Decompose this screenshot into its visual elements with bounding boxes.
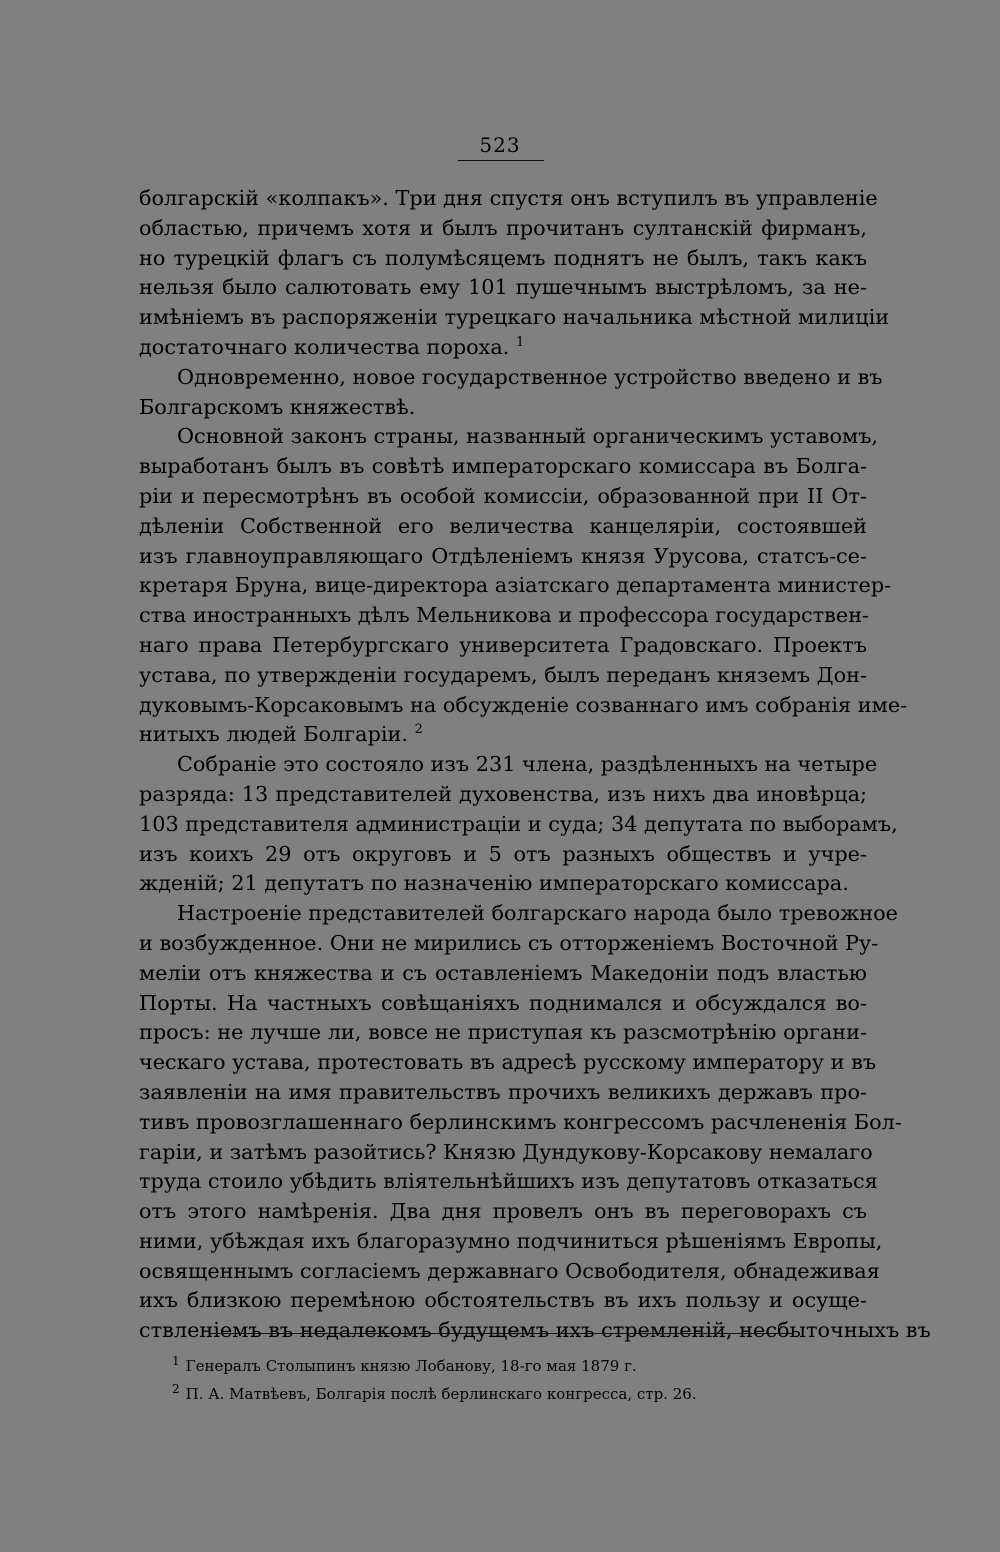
page-number-rule: [458, 160, 544, 161]
text-line: [139, 691, 908, 721]
text-line: [139, 244, 867, 274]
line-text: меліи отъ княжества и съ оставленіемъ Македоніи подъ властью: [139, 960, 867, 985]
paragraph: [139, 422, 908, 750]
text-line: [139, 1316, 931, 1346]
line-text: освященнымъ согласіемъ державнаго Освободителя, обнадеживая: [139, 1258, 880, 1283]
line-text: достаточнаго количества пороха.: [139, 334, 510, 359]
text-line: [139, 661, 867, 691]
footnote-text: Генералъ Столыпинъ князю Лобанову, 18-го мая 1879 г.: [185, 1357, 637, 1375]
line-text: Основной законъ страны, названный органическимъ уставомъ,: [177, 424, 879, 449]
text-line: [139, 1048, 877, 1078]
line-text: кретаря Бруна, вице-директора азіатскаго департамента министер-: [139, 573, 892, 598]
line-text: изъ коихъ 29 отъ округовъ и 5 отъ разныхъ обществъ и учре-: [139, 841, 867, 866]
line-text: жденій; 21 депутатъ по назначенію императорскаго комиссара.: [139, 871, 849, 896]
text-line: [139, 452, 867, 482]
footnote-separator: [210, 1333, 792, 1334]
text-line: [139, 571, 892, 601]
line-text: 103 представителя администраціи и суда; 34 депутата по выборамъ,: [139, 811, 898, 836]
line-text: ихъ близкою перемѣною обстоятельствъ въ ихъ пользу и осуще-: [139, 1288, 867, 1313]
line-text: болгарскій «колпакъ». Три дня спустя онъ вступилъ въ управленіе: [139, 186, 878, 210]
text-line: [139, 601, 870, 631]
footnote-mark: 2: [172, 1382, 180, 1396]
line-text: труда стоило убѣдить вліятельнѣйшихъ изъ депутатовъ отказаться: [139, 1169, 878, 1194]
footnote-reference: 2: [414, 722, 423, 738]
text-line: [139, 184, 878, 214]
footnote: [172, 1380, 812, 1408]
text-line: [139, 750, 878, 780]
line-text: изъ главноуправляющаго Отдѣленіемъ князя Урусова, статсъ-се-: [139, 543, 867, 568]
text-line: [139, 1108, 902, 1138]
text-line: [139, 869, 867, 899]
line-text: ріи и пересмотрѣнъ въ особой комиссіи, образованной при II От-: [139, 483, 867, 508]
line-text: ства иностранныхъ дѣлъ Мельникова и профессора государствен-: [139, 603, 870, 628]
text-line: [139, 273, 867, 303]
line-text: нельзя было салютовать ему 101 пушечнымъ выстрѣломъ, за не-: [139, 275, 867, 300]
line-text: Одновременно, новое государственное устройство введено и въ: [177, 364, 883, 389]
line-text: областью, причемъ хотя и былъ прочитанъ султанскій фирманъ,: [139, 215, 867, 240]
text-line: [139, 542, 867, 572]
footnote-mark: 1: [172, 1354, 180, 1368]
text-line: [139, 1286, 867, 1316]
paragraph: [139, 184, 890, 363]
paragraph: [139, 899, 931, 1346]
text-line: [139, 1227, 883, 1257]
text-line: [139, 363, 883, 393]
line-text: Настроеніе представителей болгарскаго народа было тревожное: [177, 901, 898, 926]
text-line: [139, 720, 867, 750]
line-text: ческаго устава, протестовать въ адресѣ русскому императору и въ: [139, 1050, 877, 1075]
footnote: [172, 1352, 812, 1380]
text-line: [139, 1167, 878, 1197]
footnote-text: П. А. Матвѣевъ, Болгарія послѣ берлинскаго конгресса, стр. 26.: [185, 1385, 697, 1403]
text-line: [139, 482, 867, 512]
line-text: Болгарскомъ княжествѣ.: [139, 394, 416, 419]
line-text: ствленіемъ въ недалекомъ будущемъ ихъ стремленій, несбыточныхъ въ: [139, 1318, 931, 1343]
text-line: [139, 512, 867, 542]
text-line: [139, 1078, 867, 1108]
line-text: выработанъ былъ въ совѣтѣ императорскаго комиссара въ Болга-: [139, 454, 867, 479]
text-line: [139, 810, 898, 840]
page-number: 523: [479, 133, 521, 157]
text-line: [139, 214, 867, 244]
line-text: тивъ провозглашеннаго берлинскимъ конгрессомъ расчлененія Бол-: [139, 1109, 902, 1134]
text-line: [139, 1197, 867, 1227]
line-text: но турецкій флагъ съ полумѣсяцемъ поднятъ не былъ, такъ какъ: [139, 245, 867, 270]
line-text: Собраніе это состояло изъ 231 члена, раздѣленныхъ на четыре: [177, 752, 878, 777]
line-text: ними, убѣждая ихъ благоразумно подчиниться рѣшеніямъ Европы,: [139, 1228, 883, 1253]
text-line: [139, 899, 898, 929]
text-line: [139, 631, 867, 661]
text-line: [139, 1257, 880, 1287]
line-text: дуковымъ-Корсаковымъ на обсужденіе созваннаго имъ собранія име-: [139, 692, 908, 717]
paragraph: [139, 750, 898, 899]
line-text: наго права Петербургскаго университета Градовскаго. Проектъ: [139, 632, 867, 657]
line-text: заявленіи на имя правительствъ прочихъ великихъ державъ про-: [139, 1079, 867, 1104]
text-line: [139, 780, 867, 810]
footnotes: [172, 1352, 812, 1408]
line-text: дѣленіи Собственной его величества канцеляріи, состоявшей: [139, 513, 867, 538]
text-line: [139, 422, 879, 452]
line-text: устава, по утвержденіи государемъ, былъ переданъ княземъ Дон-: [139, 662, 867, 687]
text-line: [139, 303, 890, 333]
line-text: гаріи, и затѣмъ разойтись? Князю Дундукову-Корсакову немалаго: [139, 1139, 873, 1164]
line-text: разряда: 13 представителей духовенства, изъ нихъ два иновѣрца;: [139, 781, 867, 806]
footnote-reference: 1: [516, 335, 525, 351]
body-text: [139, 184, 931, 1346]
text-line: [139, 959, 867, 989]
text-line: [139, 1138, 873, 1168]
paragraph: [139, 363, 883, 423]
line-text: и возбужденное. Они не мирились съ отторженіемъ Восточной Ру-: [139, 930, 879, 955]
line-text: отъ этого намѣренія. Два дня провелъ онъ въ переговорахъ съ: [139, 1199, 867, 1224]
line-text: имѣніемъ въ распоряженіи турецкаго начальника мѣстной милиціи: [139, 305, 890, 330]
line-text: нитыхъ людей Болгаріи.: [139, 722, 408, 747]
text-line: [139, 393, 867, 423]
text-line: [139, 929, 879, 959]
text-line: [139, 840, 867, 870]
text-line: [139, 333, 867, 363]
text-line: [139, 1018, 867, 1048]
text-line: [139, 989, 867, 1019]
line-text: Порты. На частныхъ совѣщаніяхъ поднимался и обсуждался во-: [139, 990, 867, 1015]
line-text: просъ: не лучше ли, вовсе не приступая къ разсмотрѣнію органи-: [139, 1020, 867, 1045]
